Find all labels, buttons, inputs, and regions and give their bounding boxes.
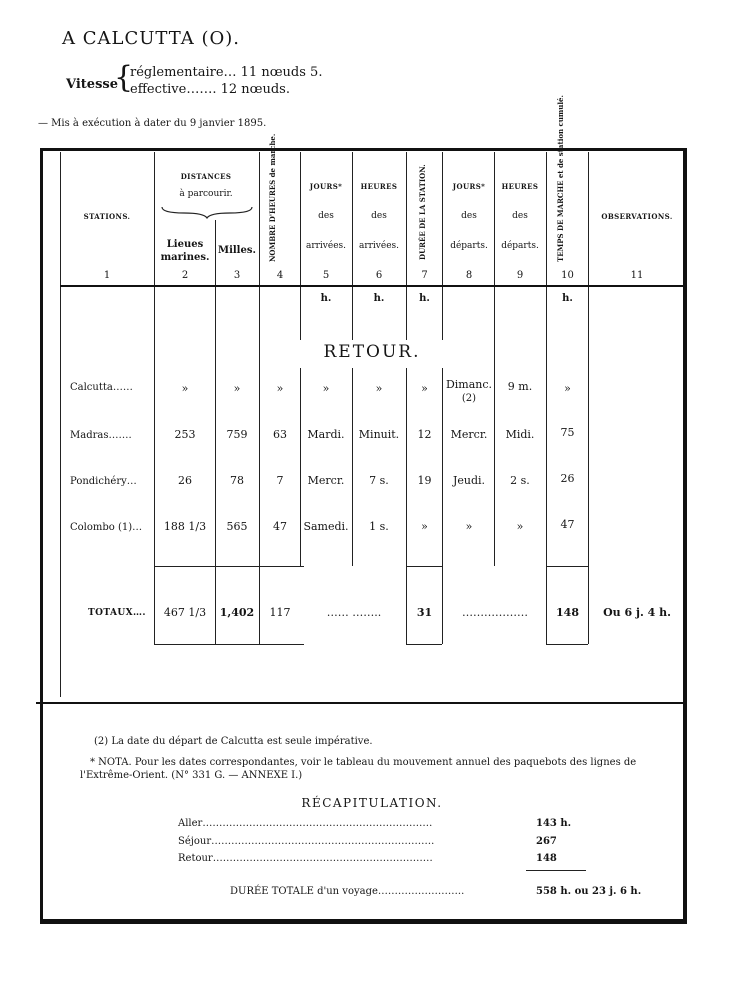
cell-jour-arr: Mardi. (307, 428, 345, 441)
cell-lieues: 253 (174, 428, 196, 441)
col-number: 8 (465, 270, 473, 281)
cell-jour-dep: » (465, 520, 473, 533)
col-jours-arr-b: des (318, 211, 334, 221)
cell-jour-dep: Dimanc. (445, 378, 493, 391)
subtotal-rule (154, 566, 304, 567)
total-rule (406, 644, 442, 645)
station-name: Madras……. (70, 430, 132, 441)
cell-duree: » (421, 382, 428, 395)
col-jours-arr-a: JOURS* (309, 182, 343, 191)
execution-date: — Mis à exécution à dater du 9 janvier 1895. (38, 118, 267, 129)
col-nombre: NOMBRE D'HEURES de marche. (268, 133, 277, 262)
cell-heures: » (276, 382, 284, 395)
total-lieues: 467 1/3 (163, 606, 207, 619)
col-heures-arr-c: arrivées. (358, 241, 400, 251)
col-heures-arr-a: HEURES (360, 182, 398, 191)
page-title: A CALCUTTA (O). (62, 28, 240, 49)
total-cumul: 148 (556, 606, 579, 619)
col-number: 3 (233, 270, 241, 281)
cell-duree: » (421, 520, 428, 533)
recap-item-value: 267 (536, 836, 557, 847)
total-milles: 1,402 (219, 606, 255, 619)
cell-lieues: 26 (178, 474, 192, 487)
cell-heures: 47 (273, 520, 287, 533)
col-number: 11 (630, 270, 644, 281)
recap-item-label: Retour………………………………………………………… (178, 853, 433, 864)
station-name: Colombo (1)… (70, 522, 143, 533)
cell-milles: 78 (230, 474, 244, 487)
cell-duree: 12 (417, 428, 432, 441)
cell-milles: 565 (226, 520, 248, 533)
col-distances: DISTANCES (180, 172, 232, 181)
col-jours-dep-c: départs. (450, 241, 488, 251)
col-number: 1 (103, 270, 111, 281)
total-observation: Ou 6 j. 4 h. (603, 606, 671, 619)
col-divider (60, 152, 61, 697)
unit-label: h. (320, 293, 332, 304)
subtotal-rule (406, 566, 442, 567)
cell-milles: 759 (226, 428, 248, 441)
recap-rule (526, 870, 586, 871)
cell-heure-dep: 9 m. (507, 380, 533, 393)
cell-cumul: 47 (560, 518, 575, 531)
recap-item-label: Séjour…………………………………………………………. (178, 836, 435, 847)
col-stations: STATIONS. (83, 212, 131, 221)
recap-item-label: Aller…………………………………………………………… (178, 818, 433, 829)
col-heures-dep-a: HEURES (501, 182, 539, 191)
subtotal-rule (546, 566, 588, 567)
station-name: Pondichéry… (70, 476, 137, 487)
cell-heure-dep: Midi. (505, 428, 535, 441)
cell-heure-arr: 1 s. (369, 520, 389, 533)
col-number: 4 (276, 270, 284, 281)
col-divider (588, 152, 589, 644)
recap-title: RÉCAPITULATION. (301, 796, 443, 810)
cell-jour-arr: » (322, 382, 330, 395)
vitesse-effective: effective……. 12 nœuds. (130, 82, 290, 97)
section-title: RETOUR. (323, 342, 421, 362)
col-heures-dep-c: départs. (501, 241, 539, 251)
col-jours-dep-a: JOURS* (452, 182, 486, 191)
station-name: Calcutta…… (70, 382, 133, 393)
cell-heure-dep: » (516, 520, 524, 533)
cell-heures: 7 (276, 474, 284, 487)
cell-jour-dep: Jeudi. (452, 474, 486, 487)
cell-heure-arr: » (375, 382, 383, 395)
col-heures-dep-b: des (512, 211, 528, 221)
cell-milles: » (233, 382, 241, 395)
cell-jour-arr: Mercr. (307, 474, 345, 487)
col-number: 9 (516, 270, 524, 281)
unit-label: h. (373, 293, 385, 304)
vitesse-reglementaire: réglementaire… 11 nœuds 5. (130, 65, 323, 80)
cell-duree: 19 (417, 474, 432, 487)
col-number: 2 (181, 270, 189, 281)
col-temps: TEMPS DE MARCHE et de station cumulé. (556, 95, 565, 262)
note-nota: * NOTA. Pour les dates correspondantes, voir le tableau du mouvement annuel des paquebots des lignes de l'Extrême-Orient. (N° 331 G. — ANNEXE I.) (80, 757, 637, 781)
col-divider (546, 152, 547, 644)
cell-cumul: » (564, 382, 571, 395)
cell-lieues: 188 1/3 (163, 520, 207, 533)
total-dots: ……………… (462, 606, 528, 619)
brace-icon: { (114, 60, 134, 95)
total-dots: …… …….. (326, 606, 382, 619)
unit-label: h. (562, 293, 573, 304)
col-divider (406, 152, 407, 644)
cell-heure-arr: Minuit. (358, 428, 400, 441)
recap-total-label: DURÉE TOTALE d'un voyage…………………….. (230, 886, 465, 897)
cell-heure-dep: 2 s. (510, 474, 530, 487)
col-number: 10 (561, 270, 574, 281)
col-divider (442, 152, 443, 644)
col-milles: Milles. (218, 245, 256, 256)
cell-jour-dep-note: (2) (461, 393, 477, 404)
vitesse-label: Vitesse (66, 77, 118, 92)
unit-label: h. (419, 293, 430, 304)
cell-cumul: 26 (560, 472, 575, 485)
cell-heures: 63 (273, 428, 287, 441)
notes-rule (36, 702, 686, 704)
cell-jour-arr: Samedi. (303, 520, 349, 533)
col-jours-dep-b: des (461, 211, 477, 221)
col-number: 6 (375, 270, 383, 281)
brace-horizontal-icon (160, 205, 254, 219)
recap-total-value: 558 h. ou 23 j. 6 h. (536, 886, 642, 897)
header-rule (60, 285, 684, 287)
col-distances-sub: à parcourir. (179, 189, 233, 199)
total-rule (546, 644, 588, 645)
col-heures-arr-b: des (371, 211, 387, 221)
col-duree: DURÉE DE LA STATION. (418, 164, 427, 260)
col-number: 5 (322, 270, 330, 281)
cell-lieues: » (181, 382, 189, 395)
total-rule (154, 644, 304, 645)
recap-item-value: 148 (536, 853, 557, 864)
cell-heure-arr: 7 s. (369, 474, 389, 487)
totals-label: TOTAUX…. (88, 608, 146, 618)
col-divider (259, 152, 260, 644)
col-observations: OBSERVATIONS. (601, 212, 673, 221)
total-duree: 31 (416, 606, 433, 619)
cell-jour-dep: Mercr. (450, 428, 488, 441)
col-lieues: Lieues marines. (160, 239, 210, 263)
total-heures: 117 (269, 606, 291, 619)
note-depart: (2) La date du départ de Calcutta est seule impérative. (94, 736, 373, 747)
recap-item-value: 143 h. (536, 818, 572, 829)
col-divider (154, 152, 155, 644)
cell-cumul: 75 (560, 426, 575, 439)
col-number: 7 (421, 270, 428, 281)
col-jours-arr-c: arrivées. (305, 241, 347, 251)
